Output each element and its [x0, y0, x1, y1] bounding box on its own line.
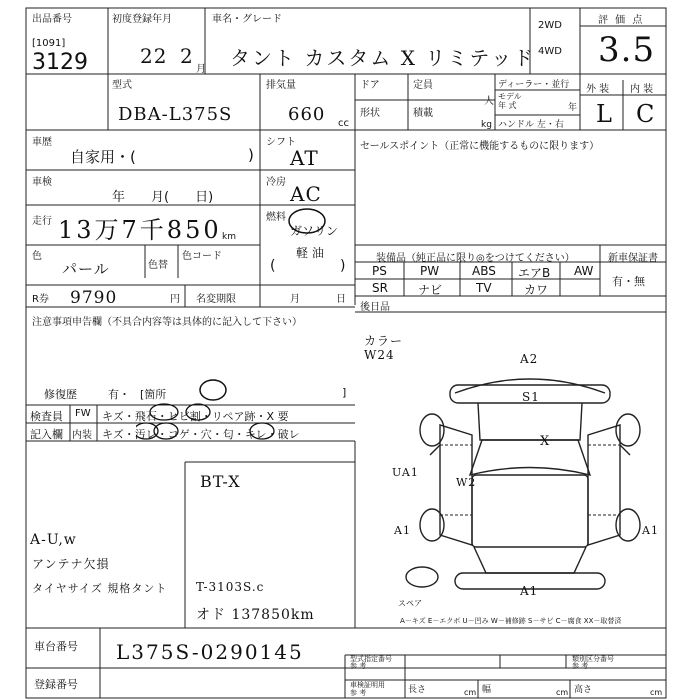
recycle-label: R券	[32, 294, 49, 305]
load-unit: kg	[481, 120, 492, 130]
height-unit: cm	[650, 688, 663, 697]
diagram-color-note: カラー W24	[364, 334, 404, 362]
lot-number: 3129	[32, 50, 88, 75]
inspector-label-1: 検査員	[30, 410, 63, 423]
inspection-label: 車検	[32, 177, 52, 188]
equip-leather: カワ	[524, 283, 549, 297]
damage-legend: A－キズ E－エクボ U－凹み W－補修跡 S－サビ C－腐食 XX－取替済	[400, 617, 622, 625]
interior-value: C	[636, 100, 656, 128]
handle-label: ハンドル 左・右	[498, 120, 564, 130]
color-change-label: 色替	[148, 260, 168, 271]
fw-label: FW	[75, 408, 91, 419]
grade-value: 3.5	[598, 30, 656, 70]
displacement-value: 660	[288, 104, 326, 125]
post-label: 後日品	[360, 302, 390, 313]
damage-mark-a2: A2	[520, 352, 539, 366]
damage-mark-a1-rear: A1	[520, 584, 539, 598]
color-code-label: 色コード	[182, 251, 222, 262]
inspection-text: 年 月( 日)	[112, 190, 214, 205]
inspector-label-2: 記入欄	[30, 428, 63, 441]
chassis-value: L375S-0290145	[116, 640, 304, 664]
repair-places: [箇所	[140, 388, 167, 401]
chassis-label: 車台番号	[34, 640, 78, 653]
equip-pw: PW	[420, 264, 440, 278]
spare-label: スペア	[398, 599, 422, 608]
fuel-paren-open: (	[270, 258, 276, 274]
shape-label: 形状	[360, 108, 380, 119]
damage-mark-a1-left: A1	[394, 524, 411, 537]
model-year-unit: 年	[568, 103, 578, 113]
damage-mark-w2: W2	[456, 476, 477, 489]
history-value: 自家用・(	[70, 148, 136, 166]
type-cert-label: 型式指定番号 参 考	[350, 655, 392, 670]
name-value: タント カスタム X リミテッド	[230, 46, 536, 70]
width-unit: cm	[556, 688, 569, 697]
fuel-diesel: 軽 油	[296, 246, 324, 260]
note-tire: タイヤサイズ 規格タント	[32, 582, 168, 595]
ac-label: 冷房	[266, 177, 286, 188]
equip-tv: TV	[476, 281, 492, 295]
history-close: )	[248, 146, 254, 164]
equip-sr: SR	[372, 281, 388, 295]
load-label: 積載	[413, 108, 433, 119]
displacement-unit: cc	[338, 118, 349, 129]
repair-circle	[198, 378, 228, 402]
shift-value: AT	[290, 146, 319, 170]
drive-4wd: 4WD	[538, 46, 562, 57]
note-antenna: アンテナ欠損	[32, 557, 110, 571]
expiry-month: 月	[290, 294, 300, 305]
fuel-circle	[287, 206, 327, 236]
mileage-label: 走行	[32, 216, 52, 227]
sales-label: セールスポイント（正常に機能するものに限ります）	[360, 141, 600, 152]
grade-label: 評 価 点	[598, 15, 645, 26]
equip-airbag: エアB	[518, 266, 551, 280]
expiry-day: 日	[336, 294, 346, 305]
inspector-circles	[136, 402, 326, 442]
width-label: 幅	[482, 685, 492, 695]
recycle-unit: 円	[170, 294, 180, 305]
warranty-value: 有・無	[612, 275, 645, 288]
lot-sub: [1091]	[32, 38, 66, 49]
damage-mark-a1-right: A1	[642, 524, 659, 537]
mileage-value: 13万7千850	[58, 216, 222, 244]
interior-label: 内 装	[630, 84, 654, 95]
shift-label: シフト	[266, 137, 296, 148]
length-label: 長さ	[408, 685, 427, 695]
color-label: 色	[32, 251, 42, 262]
class-label: 類別区分番号 参 考	[572, 655, 614, 670]
note-bt: BT-X	[200, 472, 241, 491]
dealer-label: ディーラー・並行	[498, 80, 570, 90]
warranty-label: 新車保証書	[608, 253, 658, 264]
registration-label: 登録番号	[34, 678, 78, 691]
equip-ps: PS	[372, 264, 387, 278]
notes-label: 注意事項申告欄（不具合内容等は具体的に記入して下さい）	[32, 317, 302, 328]
color-value: パール	[62, 260, 110, 278]
height-label: 高さ	[574, 685, 593, 695]
model-label: 型式	[112, 80, 132, 91]
capacity-label: 定員	[413, 80, 433, 91]
fw-items: キズ・飛石・ヒビ割・リペア跡・X 要	[102, 410, 289, 423]
door-label: ドア	[360, 80, 380, 91]
note-odo: オド 137850km	[196, 607, 315, 623]
mileage-unit: km	[222, 232, 236, 242]
repair-label: 修復歴	[44, 388, 77, 401]
expiry-label: 名変期限	[196, 294, 236, 305]
history-label: 車歴	[32, 137, 52, 148]
damage-mark-s1: S1	[522, 390, 540, 404]
fuel-gas: ガソリン	[290, 224, 339, 238]
length-unit: cm	[464, 688, 477, 697]
fuel-paren-close: )	[340, 258, 346, 274]
car-diagram	[400, 345, 670, 615]
inspector-interior-items: キズ・汚レ・コゲ・穴・匂・キレ・破レ	[102, 428, 300, 441]
lot-label: 出品番号	[32, 14, 72, 25]
equipment-label: 装備品（純正品に限り◎をつけてください）	[376, 253, 575, 264]
first-reg-month-unit: 月	[196, 64, 206, 75]
first-reg-month: 2	[180, 44, 194, 68]
recycle-value: 9790	[70, 288, 118, 308]
damage-mark-ua1: UA1	[392, 466, 419, 479]
capacity-unit: 人	[484, 96, 494, 107]
equip-navi: ナビ	[418, 283, 443, 297]
drive-2wd: 2WD	[538, 20, 562, 31]
fuel-label: 燃料	[266, 212, 286, 223]
ac-value: AC	[290, 182, 322, 206]
model-year-label: モデル 年 式	[498, 92, 522, 110]
inspector-interior-label: 内装	[72, 430, 92, 441]
first-reg-label: 初度登録年月	[112, 14, 172, 25]
model-value: DBA-L375S	[118, 104, 233, 125]
repair-value: 有・	[108, 388, 130, 401]
repair-close: ]	[342, 386, 347, 399]
note-au: A-U,w	[30, 532, 77, 548]
name-label: 車名・グレード	[212, 14, 282, 25]
displacement-label: 排気量	[266, 80, 296, 91]
damage-mark-x: X	[540, 434, 551, 449]
exterior-label: 外 装	[586, 84, 610, 95]
first-reg-year: 22	[140, 44, 168, 68]
note-code: T-3103S.c	[196, 580, 265, 594]
vehicle-cert-label: 車検証明用 参 考	[350, 681, 385, 697]
exterior-value: L	[596, 100, 613, 128]
equip-abs: ABS	[472, 264, 496, 278]
equip-aw: AW	[574, 264, 594, 278]
